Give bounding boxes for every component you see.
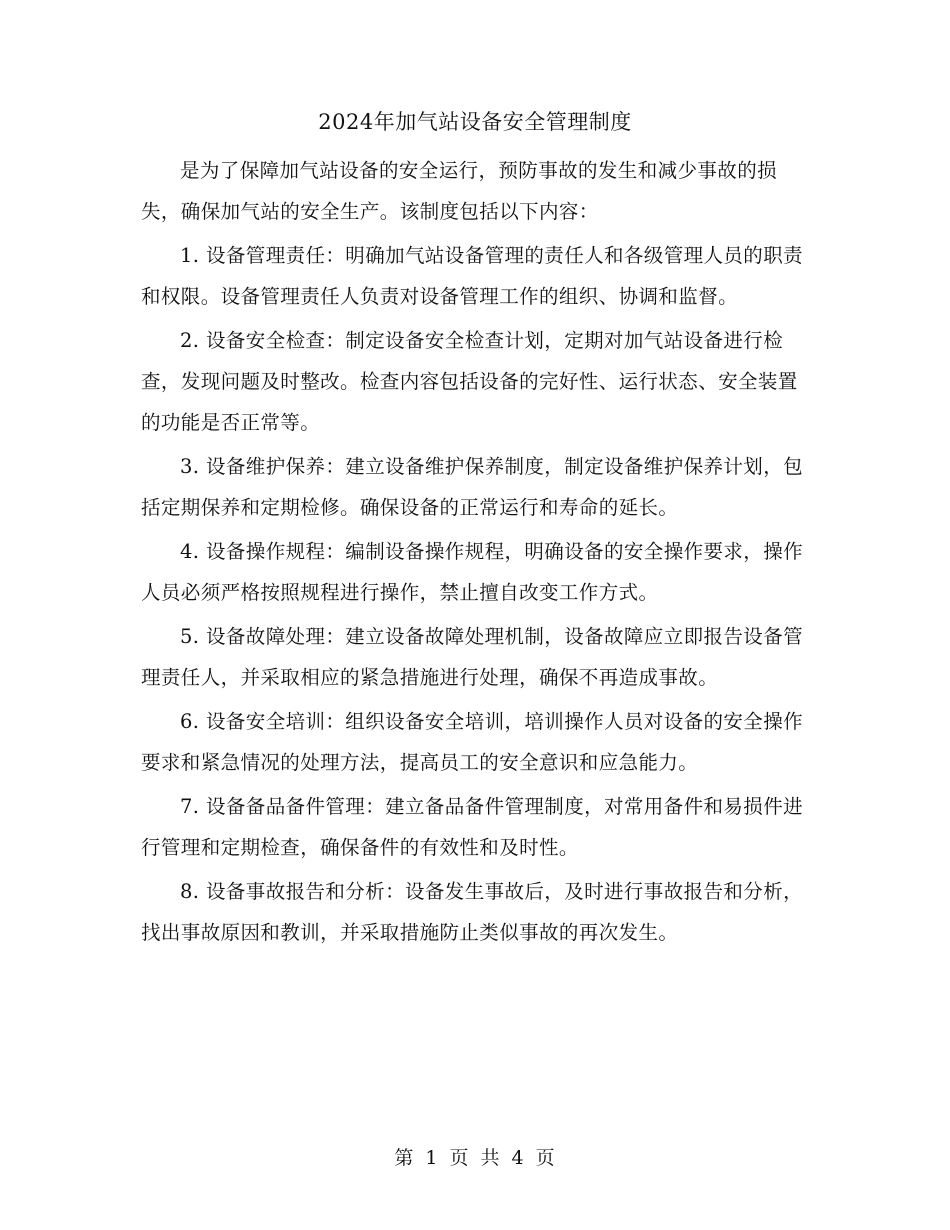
item-paragraph-6: 6. 设备安全培训：组织设备安全培训，培训操作人员对设备的安全操作要求和紧急情况的处理方法，提高员工的安全意识和应急能力。 [141,710,804,774]
item-paragraph-2: 2. 设备安全检查：制定设备安全检查计划，定期对加气站设备进行检查，发现问题及时整改。检查内容包括设备的完好性、运行状态、安全装置的功能是否正常等。 [141,329,798,434]
item-paragraph-4: 4. 设备操作规程：编制设备操作规程，明确设备的安全操作要求，操作人员必须严格按照规程进行操作，禁止擅自改变工作方式。 [141,540,804,604]
item-paragraph-5: 5. 设备故障处理：建立设备故障处理机制，设备故障应立即报告设备管理责任人，并采取相应的紧急措施进行处理，确保不再造成事故。 [141,625,804,689]
item-paragraph-3: 3. 设备维护保养：建立设备维护保养制度，制定设备维护保养计划，包括定期保养和定期检修。确保设备的正常运行和寿命的延长。 [141,455,804,519]
document-title: 2024年加气站设备安全管理制度 [318,110,632,134]
document-body [141,150,811,956]
page-number-footer: 第 1 页 共 4 页 [394,1147,556,1169]
intro-paragraph: 是为了保障加气站设备的安全运行，预防事故的发生和减少事故的损失，确保加气站的安全生产。该制度包括以下内容： [141,159,778,223]
item-paragraph-8: 8. 设备事故报告和分析：设备发生事故后，及时进行事故报告和分析，找出事故原因和教训，并采取措施防止类似事故的再次发生。 [141,880,804,944]
item-paragraph-1: 1. 设备管理责任：明确加气站设备管理的责任人和各级管理人员的职责和权限。设备管理责任人负责对设备管理工作的组织、协调和监督。 [141,244,804,308]
item-paragraph-7: 7. 设备备品备件管理：建立备品备件管理制度，对常用备件和易损件进行管理和定期检查，确保备件的有效性和及时性。 [141,795,804,859]
